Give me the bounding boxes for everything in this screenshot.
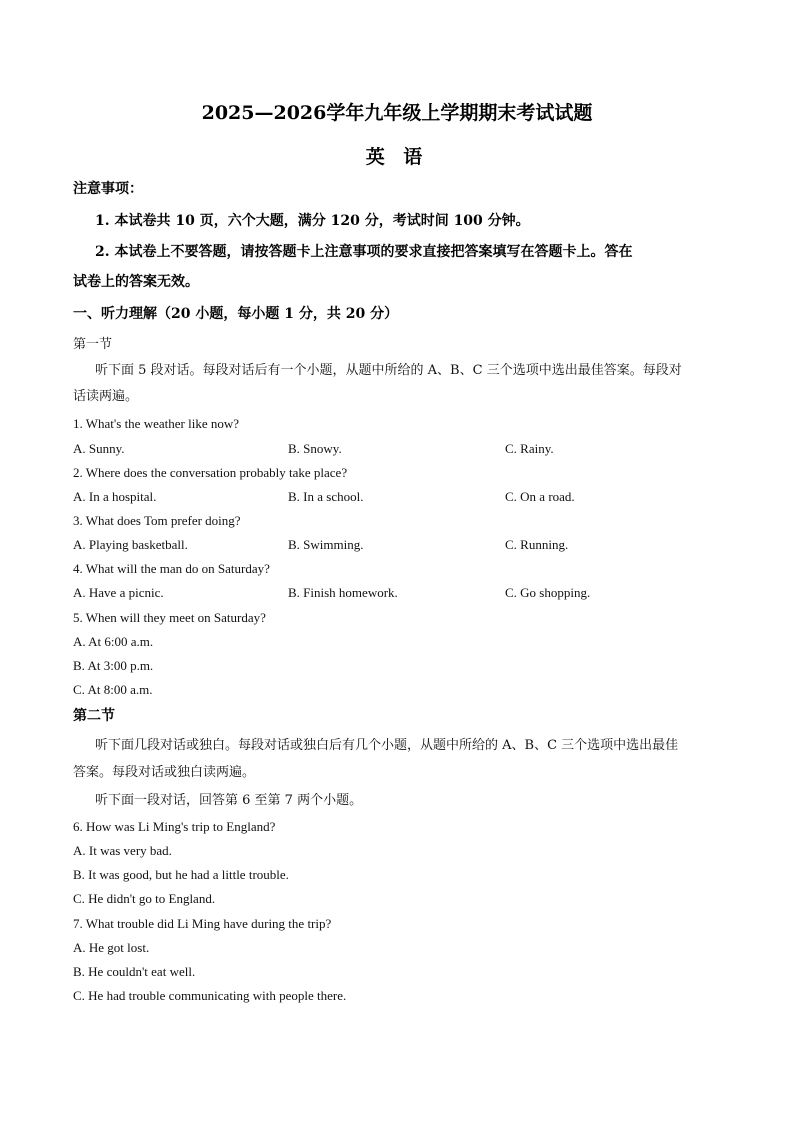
question-4: 4. What will the man do on Saturday? bbox=[73, 561, 270, 576]
section2-instruction-line-1: 听下面几段对话或独白。每段对话或独白后有几个小题，从题中所给的 A、B、C 三个选项中选出最佳 bbox=[95, 738, 679, 753]
q5-option-b: B. At 3:00 p.m. bbox=[73, 658, 154, 673]
q4-option-b: B. Finish homework. bbox=[288, 585, 398, 600]
section1-instruction-line-1: 听下面 5 段对话。每段对话后有一个小题，从题中所给的 A、B、C 三个选项中选出最佳答案。每段对 bbox=[95, 363, 682, 378]
question-1: 1. What's the weather like now? bbox=[73, 416, 239, 431]
q4-option-c: C. Go shopping. bbox=[505, 585, 591, 600]
q4-option-a: A. Have a picnic. bbox=[73, 585, 164, 600]
section2-instruction-line-2: 答案。每段对话或独白读两遍。 bbox=[73, 765, 256, 780]
question-2: 2. Where does the conversation probably take place? bbox=[73, 465, 348, 480]
q2-option-c: C. On a road. bbox=[505, 489, 575, 504]
question-6: 6. How was Li Ming's trip to England? bbox=[73, 819, 276, 834]
q5-option-c: C. At 8:00 a.m. bbox=[73, 682, 153, 697]
q1-option-a: A. Sunny. bbox=[73, 441, 125, 456]
section2-label: 第二节 bbox=[73, 708, 115, 724]
question-5: 5. When will they meet on Saturday? bbox=[73, 610, 266, 625]
section1-label: 第一节 bbox=[73, 337, 113, 352]
q6-option-c: C. He didn't go to England. bbox=[73, 891, 216, 906]
question-7: 7. What trouble did Li Ming have during the trip? bbox=[73, 916, 332, 931]
q7-option-c: C. He had trouble communicating with people there. bbox=[73, 988, 347, 1003]
section2-sub-instruction: 听下面一段对话，回答第 6 至第 7 两个小题。 bbox=[95, 793, 363, 808]
q3-option-a: A. Playing basketball. bbox=[73, 537, 188, 552]
q3-option-b: B. Swimming. bbox=[288, 537, 364, 552]
subject-title: 英 语 bbox=[365, 146, 429, 168]
q3-option-c: C. Running. bbox=[505, 537, 569, 552]
q7-option-b: B. He couldn't eat well. bbox=[73, 964, 196, 979]
exam-title: 2025—2026学年九年级上学期期末考试试题 bbox=[201, 102, 593, 124]
part1-heading: 一、听力理解（20 小题，每小题 1 分，共 20 分） bbox=[73, 306, 399, 322]
q1-option-c: C. Rainy. bbox=[505, 441, 554, 456]
notice-item-2-line-1: 2. 本试卷上不要答题，请按答题卡上注意事项的要求直接把答案填写在答题卡上。答在 bbox=[95, 244, 633, 260]
q2-option-a: A. In a hospital. bbox=[73, 489, 157, 504]
notice-item-1: 1. 本试卷共 10 页，六个大题，满分 120 分，考试时间 100 分钟。 bbox=[95, 213, 530, 229]
question-3: 3. What does Tom prefer doing? bbox=[73, 513, 241, 528]
q1-option-b: B. Snowy. bbox=[288, 441, 342, 456]
notice-heading: 注意事项： bbox=[73, 181, 143, 197]
q7-option-a: A. He got lost. bbox=[73, 940, 150, 955]
q5-option-a: A. At 6:00 a.m. bbox=[73, 634, 154, 649]
section1-instruction-line-2: 话读两遍。 bbox=[73, 389, 139, 404]
q6-option-b: B. It was good, but he had a little trouble. bbox=[73, 867, 289, 882]
q2-option-b: B. In a school. bbox=[288, 489, 364, 504]
notice-item-2-line-2: 试卷上的答案无效。 bbox=[73, 274, 199, 290]
q6-option-a: A. It was very bad. bbox=[73, 843, 172, 858]
